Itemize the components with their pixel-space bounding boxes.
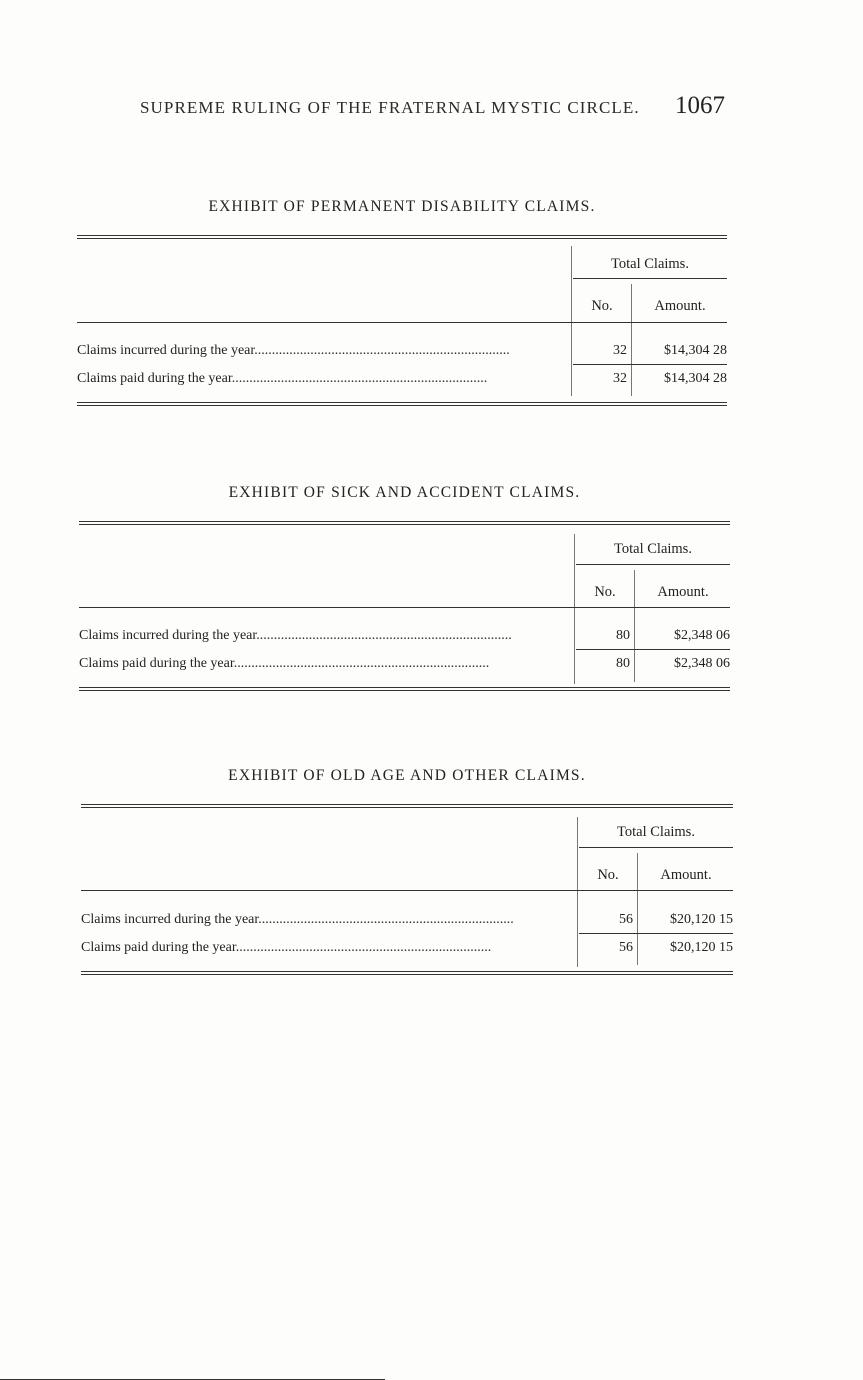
column-header-amount: Amount. [654, 298, 706, 314]
column-divider [574, 534, 575, 684]
table-top-rule [79, 521, 730, 525]
row-rule [576, 649, 730, 650]
header-bottom-rule [77, 322, 727, 323]
exhibit-title: EXHIBIT OF PERMANENT DISABILITY CLAIMS. [208, 198, 596, 215]
table-bottom-rule [79, 687, 730, 691]
column-header-amount: Amount. [657, 584, 709, 600]
column-divider [571, 246, 572, 396]
exhibit-title: EXHIBIT OF SICK AND ACCIDENT CLAIMS. [228, 484, 581, 501]
column-header-no: No. [591, 298, 613, 314]
group-header-rule [576, 564, 730, 565]
column-header-no: No. [597, 867, 619, 883]
claims-count: 32 [613, 371, 627, 386]
row-label: Claims incurred during the year......................................................................... [77, 343, 510, 358]
claims-count: 56 [619, 940, 633, 955]
total-claims-header: Total Claims. [617, 824, 695, 840]
page-number: 1067 [675, 92, 725, 119]
exhibit-title: EXHIBIT OF OLD AGE AND OTHER CLAIMS. [228, 767, 586, 784]
claims-amount: $14,304 28 [664, 371, 727, 386]
table-bottom-rule [77, 402, 727, 406]
total-claims-header: Total Claims. [614, 541, 692, 557]
claims-count: 56 [619, 912, 633, 927]
column-header-no: No. [594, 584, 616, 600]
claims-amount: $2,348 06 [674, 628, 730, 643]
column-divider [634, 570, 635, 682]
table-top-rule [77, 235, 727, 239]
row-rule [573, 364, 727, 365]
column-divider [637, 853, 638, 965]
running-head [140, 92, 725, 122]
claims-count: 80 [616, 656, 630, 671]
claims-amount: $20,120 15 [670, 940, 733, 955]
column-divider [631, 284, 632, 396]
claims-count: 32 [613, 343, 627, 358]
row-rule [579, 933, 733, 934]
claims-amount: $20,120 15 [670, 912, 733, 927]
running-title: SUPREME RULING OF THE FRATERNAL MYSTIC CIRCLE. [140, 98, 640, 117]
header-bottom-rule [79, 607, 730, 608]
row-label: Claims incurred during the year......................................................................... [79, 628, 512, 643]
group-header-rule [573, 278, 727, 279]
exhibit-sick-and-accident [79, 484, 730, 699]
column-header-amount: Amount. [660, 867, 712, 883]
table-bottom-rule [81, 971, 733, 975]
exhibit-permanent-disability [77, 198, 727, 413]
row-label: Claims paid during the year......................................................................... [81, 940, 492, 955]
row-label: Claims paid during the year......................................................................... [77, 371, 488, 386]
row-label: Claims incurred during the year......................................................................... [81, 912, 514, 927]
claims-amount: $2,348 06 [674, 656, 730, 671]
header-bottom-rule [81, 890, 733, 891]
total-claims-header: Total Claims. [611, 256, 689, 272]
claims-amount: $14,304 28 [664, 343, 727, 358]
claims-count: 80 [616, 628, 630, 643]
group-header-rule [579, 847, 733, 848]
row-label: Claims paid during the year......................................................................... [79, 656, 490, 671]
table-top-rule [81, 804, 733, 808]
exhibit-old-age-and-other [81, 767, 733, 982]
column-divider [577, 817, 578, 967]
